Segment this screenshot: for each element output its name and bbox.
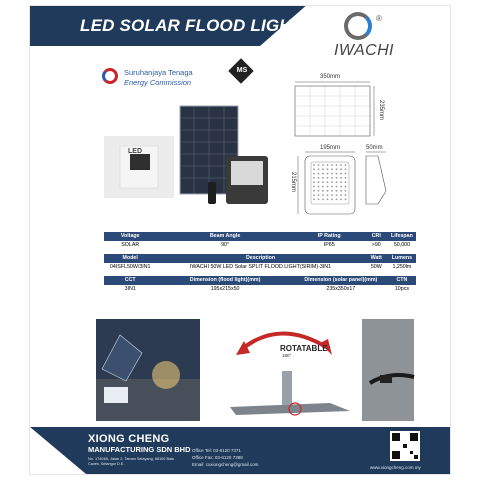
qr-code-icon	[390, 431, 420, 461]
spec-value: >90	[371, 242, 381, 248]
led-dot	[327, 164, 329, 166]
spec-header-row-3	[104, 276, 416, 285]
page-title: LED SOLAR FLOOD LIGHT	[80, 16, 303, 35]
led-dot	[345, 190, 347, 192]
led-dot	[340, 181, 342, 183]
contact-info	[192, 447, 258, 468]
led-dot	[331, 177, 333, 179]
spec-header: CCT	[104, 276, 156, 285]
led-dot	[345, 186, 347, 188]
led-dot	[327, 173, 329, 175]
led-dot	[313, 168, 315, 170]
led-dot	[322, 168, 324, 170]
led-dot	[318, 186, 320, 188]
led-dot	[322, 177, 324, 179]
spec-value: 04ISFL50W/3IN1	[109, 264, 151, 270]
led-dot	[336, 177, 338, 179]
registered-mark: ®	[376, 14, 382, 23]
led-dot	[318, 190, 320, 192]
led-dot	[336, 173, 338, 175]
led-dot	[322, 181, 324, 183]
spec-header: Dimension (flood light)(mm)	[156, 276, 293, 285]
spec-header: Model	[104, 254, 156, 263]
led-dot	[331, 186, 333, 188]
flood-light-front-drawing	[298, 152, 355, 214]
led-dot	[318, 181, 320, 183]
spec-header: IP Rating	[294, 232, 365, 241]
led-dot	[340, 164, 342, 166]
led-dot	[331, 199, 333, 201]
led-dot	[340, 177, 342, 179]
spec-value: 3IN1	[124, 286, 136, 292]
led-dot	[345, 194, 347, 196]
company-address: No. 17404B, Jalan 2, Taman Selayang, 68100 Batu Caves, Selangor D.E.	[88, 457, 175, 466]
spec-header: Lifespan	[388, 232, 416, 241]
office-fax: Office Fax: 03-6120 7388	[192, 455, 243, 460]
led-dot	[340, 194, 342, 196]
spec-header: Dimension (solar panel)(mm)	[294, 276, 388, 285]
led-dot	[313, 199, 315, 201]
led-dot	[345, 199, 347, 201]
led-dot	[322, 164, 324, 166]
st-english-name: Energy Commission	[124, 78, 192, 87]
spec-header: Beam Angle	[156, 232, 293, 241]
spec-value: 90°	[221, 242, 230, 248]
led-dot	[322, 173, 324, 175]
spec-value: IP65	[323, 242, 335, 248]
spec-table	[104, 232, 416, 294]
mounting-bracket-photo	[362, 319, 414, 421]
spec-value: IWACHI 50W LED Solar SPLIT FLOOD LIGHT(SIRIM)-3IN1	[190, 264, 332, 270]
spec-value: 1,250lm	[392, 264, 412, 270]
led-dot	[318, 177, 320, 179]
night-scene-photo	[96, 319, 200, 421]
led-dot	[313, 177, 315, 179]
product-photo	[104, 106, 268, 204]
ms-mark: MS	[236, 67, 248, 74]
led-dot	[322, 194, 324, 196]
spec-header-row-2	[104, 254, 416, 263]
led-dot	[322, 186, 324, 188]
led-dot	[345, 164, 347, 166]
spec-header: Watt	[365, 254, 388, 263]
led-dot	[336, 199, 338, 201]
panel-width-label: 350mm	[320, 74, 341, 80]
st-name: Suruhanjaya Tenaga	[124, 68, 193, 77]
brand-name: IWACHI	[334, 42, 394, 59]
spec-value-row-1	[104, 241, 416, 250]
panel-height-label: 235mm	[378, 100, 384, 121]
led-dot	[313, 194, 315, 196]
led-dot	[340, 199, 342, 201]
flood-light-side-drawing	[366, 152, 386, 204]
spec-header: CRI	[365, 232, 388, 241]
led-dot	[327, 186, 329, 188]
email: Email: cxxiongcheng@gmail.com	[192, 462, 259, 467]
led-dot	[313, 190, 315, 192]
solar-panel-drawing	[295, 82, 374, 136]
led-dot	[331, 168, 333, 170]
led-dot	[327, 194, 329, 196]
led-dot	[318, 199, 320, 201]
led-dot	[336, 168, 338, 170]
led-dot	[345, 168, 347, 170]
office-tel: Office Tel: 03-6120 7371	[192, 448, 241, 453]
led-dot	[345, 181, 347, 183]
spec-value: 195x215x50	[210, 286, 240, 292]
footer	[30, 427, 450, 474]
led-dot	[331, 194, 333, 196]
rotation-degrees: 180°	[282, 353, 292, 358]
spec-value: 235x350x17	[326, 286, 356, 292]
led-dot	[340, 173, 342, 175]
spec-header: Description	[156, 254, 364, 263]
led-dot	[331, 173, 333, 175]
led-dot	[327, 190, 329, 192]
led-dot	[318, 173, 320, 175]
spec-header-row-1	[104, 232, 416, 241]
led-dot	[340, 186, 342, 188]
led-dot	[345, 177, 347, 179]
led-dot	[336, 186, 338, 188]
light-depth-label: 50mm	[366, 145, 383, 151]
led-dot	[331, 181, 333, 183]
spec-value: 50,000	[393, 242, 411, 248]
light-width-label: 195mm	[320, 145, 341, 151]
feature-images	[30, 311, 450, 427]
spec-value: 50W	[370, 264, 382, 270]
led-dot	[318, 168, 320, 170]
spec-header: Lumens	[388, 254, 416, 263]
product-sheet	[30, 6, 450, 474]
led-dot	[318, 194, 320, 196]
company-subtitle: MANUFACTURING SDN BHD	[88, 445, 191, 454]
spec-value-row-2	[104, 263, 416, 272]
spec-value: SOLAR	[121, 242, 140, 248]
led-dot	[313, 173, 315, 175]
led-dot	[327, 181, 329, 183]
led-dot	[327, 168, 329, 170]
spec-value: 10pcs	[394, 286, 409, 292]
led-dot	[318, 164, 320, 166]
led-dot	[313, 164, 315, 166]
dimension-drawings	[30, 6, 450, 232]
led-dot	[336, 190, 338, 192]
website-link[interactable]: www.xiongcheng.com.my	[370, 465, 421, 470]
led-dot	[336, 194, 338, 196]
led-dot	[327, 199, 329, 201]
spec-header: CTN	[388, 276, 416, 285]
led-dot	[322, 190, 324, 192]
led-dot	[340, 190, 342, 192]
led-dot	[331, 190, 333, 192]
led-dot	[313, 186, 315, 188]
light-height-label: 215mm	[290, 172, 296, 193]
spec-value-row-3	[104, 285, 416, 294]
box-label: LED	[128, 148, 142, 155]
led-dot	[336, 164, 338, 166]
led-dot	[322, 199, 324, 201]
led-dot	[313, 181, 315, 183]
led-dot	[336, 181, 338, 183]
led-dot	[340, 168, 342, 170]
led-dot	[345, 173, 347, 175]
rotatable-label: ROTATABLE	[280, 344, 328, 353]
spec-header: Voltage	[104, 232, 156, 241]
company-name: XIONG CHENG	[88, 433, 170, 445]
led-dot	[331, 164, 333, 166]
led-dot	[327, 177, 329, 179]
